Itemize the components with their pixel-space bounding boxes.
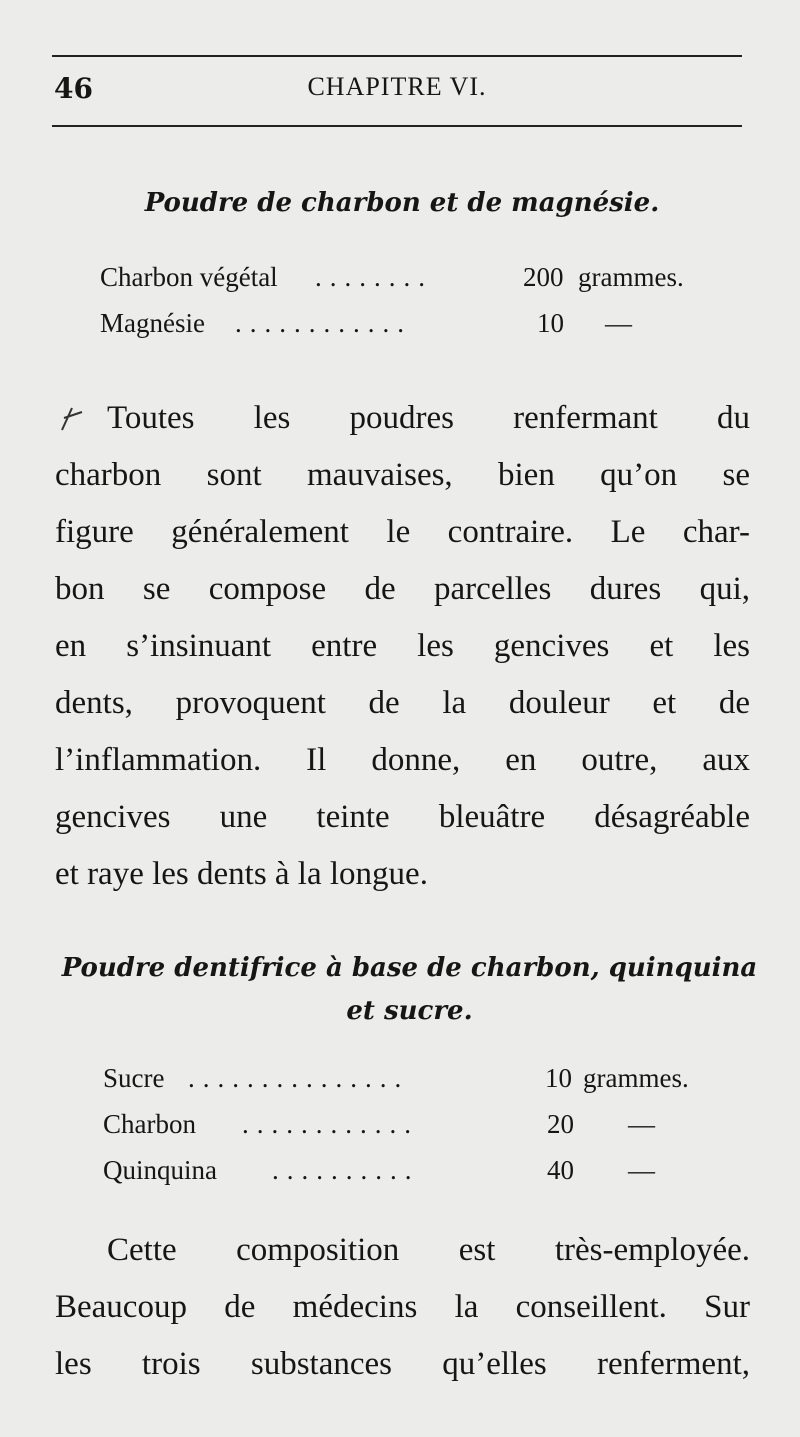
- ingredient-quantity: 20: [547, 1109, 574, 1139]
- ingredient-quantity: 200: [523, 262, 564, 292]
- header-bottom-rule: [52, 125, 742, 127]
- text-line: Toutes les poudres renfermant du: [107, 400, 750, 436]
- text-line: et raye les dents à la longue.: [55, 856, 428, 892]
- ingredient-unit: grammes.: [578, 262, 684, 292]
- text-line: Cette composition est très-employée.: [107, 1232, 750, 1268]
- page-header: [52, 70, 742, 110]
- leader-dots: ............: [242, 1109, 419, 1139]
- running-head: CHAPITRE VI.: [307, 72, 487, 101]
- leader-dots: ..........: [272, 1155, 420, 1185]
- text-line: en s’insinuant entre les gencives et les: [55, 628, 750, 664]
- text-line: l’inflammation. Il donne, en outre, aux: [55, 742, 750, 778]
- ingredient-name: Sucre: [103, 1063, 165, 1093]
- text-line: figure généralement le contraire. Le char-: [55, 514, 750, 550]
- ingredient-unit: —: [605, 308, 632, 338]
- text-line: dents, provoquent de la douleur et de: [55, 685, 750, 721]
- ingredient-quantity: 40: [547, 1155, 574, 1185]
- text-line: charbon sont mauvaises, bien qu’on se: [55, 457, 750, 493]
- ingredient-unit: —: [628, 1109, 655, 1139]
- recipe-title-continued: et sucre.: [346, 996, 473, 1026]
- body-paragraph: [55, 1222, 750, 1393]
- text-line: gencives une teinte bleuâtre désagréable: [55, 799, 750, 835]
- ingredient-row: [0, 1109, 800, 1155]
- ingredient-name: Charbon végétal: [100, 262, 278, 292]
- text-line: bon se compose de parcelles dures qui,: [55, 571, 750, 607]
- leader-dots: ...............: [188, 1063, 410, 1093]
- ingredient-unit: —: [628, 1155, 655, 1185]
- text-line: les trois substances qu’elles renferment,: [55, 1346, 750, 1382]
- ingredient-name: Quinquina: [103, 1155, 217, 1185]
- ingredient-name: Charbon: [103, 1109, 196, 1139]
- leader-dots: ........: [315, 262, 433, 292]
- ingredient-name: Magnésie: [100, 308, 205, 338]
- page-number: 46: [54, 72, 93, 105]
- recipe-title: Poudre dentifrice à base de charbon, quinquina: [61, 953, 758, 983]
- ingredient-row: [0, 1155, 800, 1201]
- header-top-rule: [52, 55, 742, 57]
- ingredient-quantity: 10: [537, 308, 564, 338]
- text-line: Beaucoup de médecins la conseillent. Sur: [55, 1289, 750, 1325]
- leader-dots: ............: [235, 308, 412, 338]
- ingredient-unit: grammes.: [583, 1063, 689, 1093]
- recipe-title: Poudre de charbon et de magnésie.: [144, 188, 660, 218]
- ingredient-row: [0, 308, 800, 354]
- body-paragraph: [55, 390, 750, 903]
- ingredient-row: [0, 1063, 800, 1109]
- ingredient-quantity: 10: [545, 1063, 572, 1093]
- ingredient-row: [0, 262, 800, 308]
